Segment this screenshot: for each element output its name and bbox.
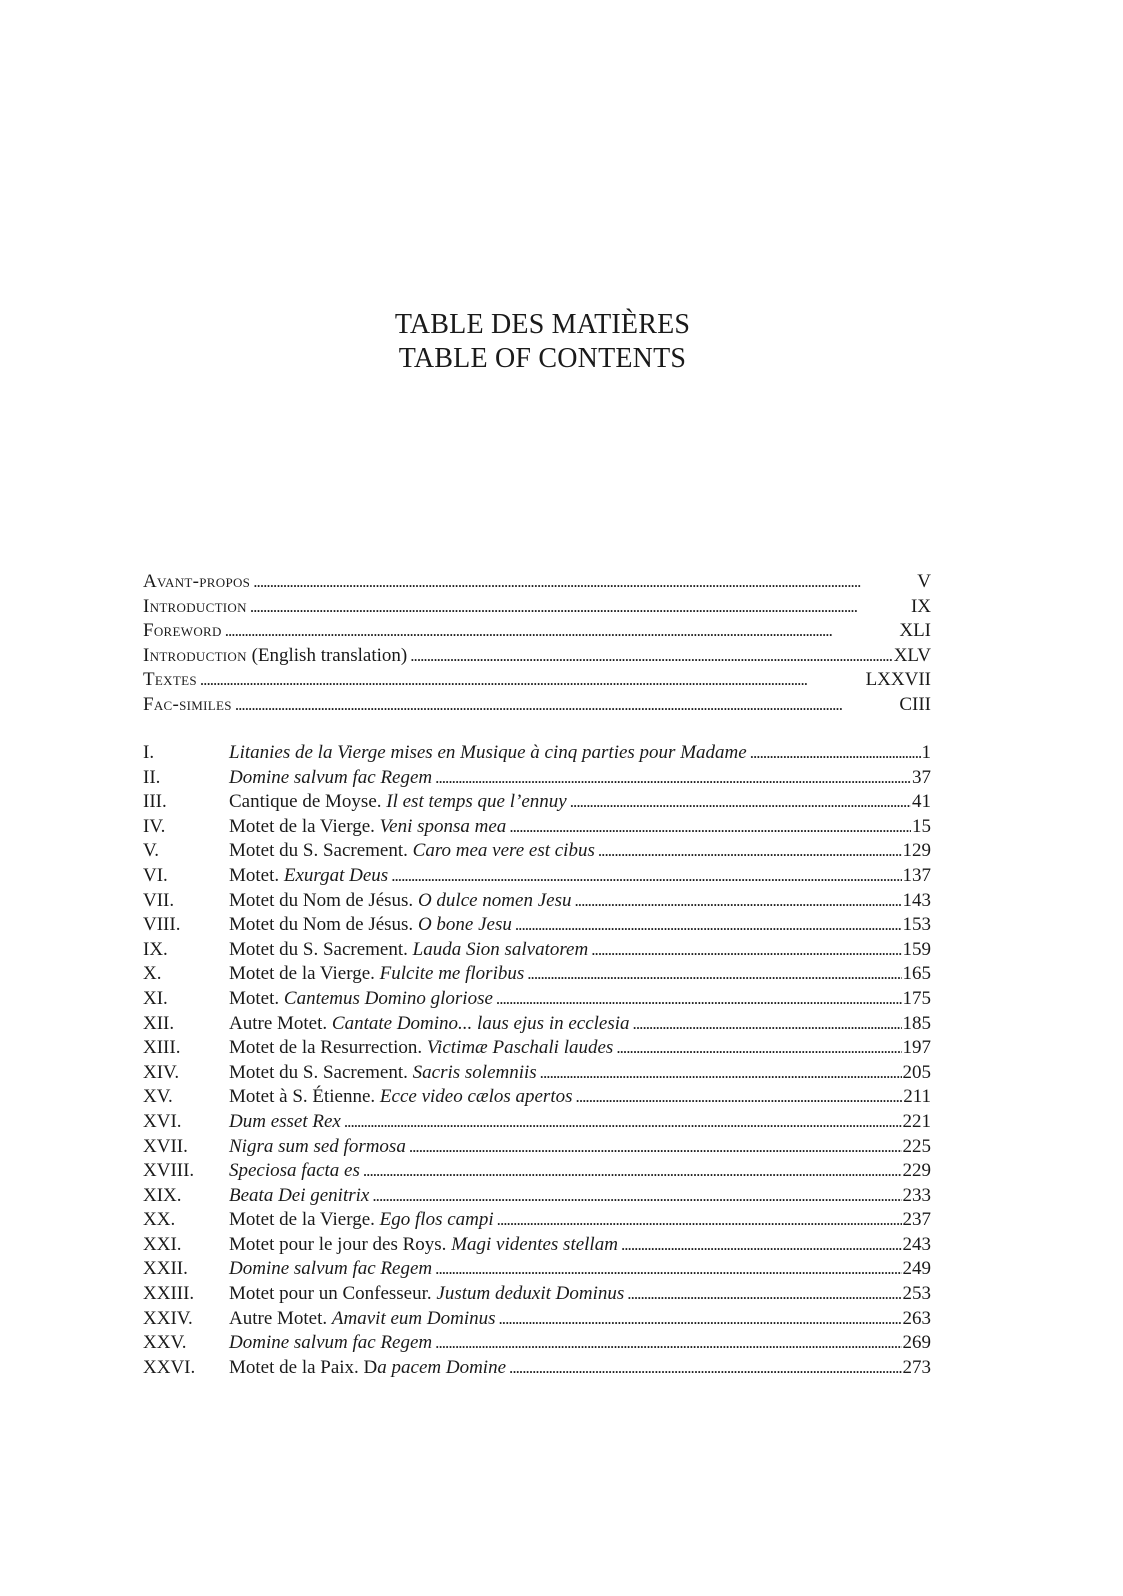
toc-entry-label (229, 1061, 539, 1086)
dot-leader (391, 864, 901, 889)
toc-roman-numeral: VIII. (143, 914, 181, 936)
toc-entry-label (143, 595, 249, 620)
toc-entry-incipit: Nigra sum sed formosa (229, 1135, 406, 1157)
toc-page-number: 197 (902, 1037, 931, 1059)
toc-entry-incipit: Ecce video cælos apertos (379, 1086, 573, 1108)
toc-front-entry (143, 693, 931, 718)
toc-entry-title: Textes (143, 669, 197, 691)
toc-page-number: XLI (899, 620, 931, 642)
dot-leader (515, 913, 902, 938)
toc-entry-label (229, 938, 590, 963)
toc-entry-incipit: Amavit eum Dominus (331, 1307, 496, 1329)
toc-front-entry (143, 668, 931, 693)
toc-roman-numeral: XXII. (143, 1258, 188, 1280)
dot-leader (253, 570, 916, 595)
toc-entry-label (229, 1208, 496, 1233)
page-title (0, 308, 1085, 376)
toc-roman-numeral: II. (143, 766, 161, 788)
toc-page-number: 249 (902, 1258, 931, 1280)
toc-work-entry (143, 889, 931, 914)
dot-leader (499, 1307, 902, 1332)
dot-leader (616, 1036, 901, 1061)
toc-entry-label (143, 570, 252, 595)
toc-page-number: 229 (902, 1160, 931, 1182)
toc-work-entry (143, 815, 931, 840)
toc-page-number: 159 (902, 938, 931, 960)
toc-entry-text: Motet. (229, 864, 284, 886)
toc-entry-label (143, 668, 199, 693)
toc-entry-text: Motet de la Vierge. (229, 963, 380, 985)
toc-entry-text: Motet pour un Confesseur. (229, 1283, 437, 1305)
toc-entry-text: Motet. (229, 987, 284, 1009)
toc-work-entry (143, 766, 931, 791)
toc-entry-title: Introduction (143, 595, 247, 617)
toc-roman-numeral: I. (143, 742, 155, 763)
dot-leader (497, 1208, 902, 1233)
toc-work-entry (143, 1282, 931, 1307)
toc-entry-incipit: a pacem Domine (377, 1356, 507, 1378)
toc-entry-incipit: Beata Dei genitrix (229, 1184, 370, 1206)
toc-page-number: 243 (902, 1233, 931, 1255)
toc-entry-text: Cantique de Moyse. (229, 791, 387, 813)
dot-leader (591, 938, 901, 963)
toc-roman-numeral: X. (143, 963, 162, 985)
toc-page-number: 185 (902, 1012, 931, 1034)
toc-entry-title: Fac-similes (143, 693, 232, 715)
toc-page-number: 253 (902, 1283, 931, 1305)
toc-entry-label (229, 1184, 371, 1209)
toc-entry-label (229, 1036, 615, 1061)
toc-page-number: 165 (902, 963, 931, 985)
toc-entry-label (229, 962, 526, 987)
toc-entry-text: Motet du S. Sacrement. (229, 938, 413, 960)
toc-work-entry (143, 913, 931, 938)
toc-roman-numeral: XII. (143, 1012, 175, 1034)
toc-work-entry (143, 1233, 931, 1258)
toc-entry-text: Motet de la Resurrection. (229, 1037, 427, 1059)
toc-roman-numeral: VII. (143, 889, 175, 911)
toc-entry-incipit: Domine salvum fac Regem (229, 1332, 433, 1354)
toc-entry-incipit: Domine salvum fac Regem (229, 1258, 433, 1280)
toc-roman-numeral: XXVI. (143, 1356, 196, 1378)
toc-page-number: IX (910, 595, 931, 617)
toc-page-number: 211 (903, 1086, 931, 1108)
toc-page-number: 263 (902, 1307, 931, 1329)
toc-entry-text: Motet du S. Sacrement. (229, 840, 413, 862)
dot-leader (250, 595, 910, 620)
toc-roman-numeral: XVIII. (143, 1160, 195, 1182)
toc-page-number: 1 (921, 742, 931, 763)
toc-entry-text: Motet du Nom de Jésus. (229, 889, 418, 911)
toc-roman-numeral: XI. (143, 987, 168, 1009)
dot-leader (200, 668, 865, 693)
toc-entry-incipit: Magi videntes stellam (451, 1233, 618, 1255)
toc-entry-incipit: Fulcite me floribus (379, 963, 525, 985)
toc-entry-label (229, 1356, 508, 1381)
toc-entry-text: Motet du S. Sacrement. (229, 1061, 413, 1083)
dot-leader (627, 1282, 901, 1307)
dot-leader (435, 766, 911, 791)
toc-page-number: 225 (902, 1135, 931, 1157)
toc-work-entry (143, 1085, 931, 1110)
toc-roman-numeral: XX. (143, 1209, 176, 1231)
toc-entry-label (229, 913, 514, 938)
dot-leader (598, 839, 902, 864)
toc-page-number: V (917, 571, 931, 592)
toc-entry-label (229, 1085, 575, 1110)
dot-leader (570, 790, 911, 815)
toc-entry-label (229, 1331, 434, 1356)
toc-entry-label (229, 1307, 498, 1332)
toc-entry-title: Introduction (143, 644, 247, 666)
toc-entry-text: Motet de la Vierge. (229, 1209, 380, 1231)
toc-work-entry (143, 864, 931, 889)
toc-roman-numeral: XV. (143, 1086, 173, 1108)
toc-work-entry (143, 962, 931, 987)
dot-leader (435, 1257, 901, 1282)
toc-roman-numeral: XIV. (143, 1061, 180, 1083)
toc-entry-label (229, 987, 495, 1012)
toc-entry-label (229, 889, 573, 914)
toc-entry-incipit: O bone Jesu (417, 914, 512, 936)
dot-leader (574, 889, 901, 914)
toc-page-number: LXXVII (865, 669, 931, 691)
toc-roman-numeral: IX. (143, 938, 168, 960)
toc-entry-text: Motet du Nom de Jésus. (229, 914, 418, 936)
toc-work-entry (143, 1036, 931, 1061)
toc-front-entry (143, 644, 931, 669)
toc-front-entry (143, 595, 931, 620)
dot-leader (409, 1135, 902, 1160)
toc-entry-label (143, 619, 224, 644)
dot-leader (372, 1184, 901, 1209)
toc-entry-incipit: Exurgat Deus (283, 864, 389, 886)
toc-page-number: 153 (902, 914, 931, 936)
toc-entry-text: Motet de la Paix. D (229, 1356, 378, 1378)
toc-page-number: XLV (893, 644, 931, 666)
toc-entry-label (229, 1233, 620, 1258)
toc-work-entry (143, 1159, 931, 1184)
toc-work-entry (143, 1257, 931, 1282)
toc-front-entry (143, 619, 931, 644)
toc-entry-text: Motet de la Vierge. (229, 815, 380, 837)
title-french: TABLE DES MATIÈRES (394, 309, 691, 340)
toc-work-entry (143, 1110, 931, 1135)
toc-roman-numeral: V. (143, 840, 160, 862)
toc-work-entry (143, 1356, 931, 1381)
dot-leader (540, 1061, 902, 1086)
toc-roman-numeral: XVI. (143, 1110, 182, 1132)
dot-leader (363, 1159, 902, 1184)
toc-entry-label (229, 790, 569, 815)
toc-entry-label (229, 1012, 632, 1037)
toc-roman-numeral: IV. (143, 815, 166, 837)
dot-leader (633, 1012, 902, 1037)
toc-front-entry (143, 570, 931, 595)
dot-leader (509, 815, 911, 840)
toc-page-number: 221 (902, 1110, 931, 1132)
dot-leader (527, 962, 901, 987)
dot-leader (235, 693, 899, 718)
toc-roman-numeral: XIX. (143, 1184, 182, 1206)
toc-entry-incipit: Sacris solemniis (412, 1061, 537, 1083)
toc-entry-suffix: (English translation) (246, 644, 408, 666)
toc-entry-label (229, 1257, 434, 1282)
toc-work-entry (143, 1208, 931, 1233)
toc-entry-label (229, 1135, 408, 1160)
toc-entry-label (143, 644, 409, 669)
toc-page-number: 175 (902, 987, 931, 1009)
toc-entry-label (229, 815, 508, 840)
toc-work-entry (143, 741, 931, 766)
toc-entry-text: Motet pour le jour des Roys. (229, 1233, 452, 1255)
dot-leader (621, 1233, 902, 1258)
toc-entry-incipit: Speciosa facta es (229, 1160, 360, 1182)
toc-work-entry (143, 987, 931, 1012)
toc-work-entry (143, 1307, 931, 1332)
toc-page-number: 41 (912, 791, 931, 813)
toc-entry-title: Foreword (143, 620, 222, 642)
front-matter-list (143, 570, 931, 718)
toc-entry-incipit: Ego flos campi (379, 1209, 494, 1231)
dot-leader (225, 619, 899, 644)
toc-entry-label (229, 1110, 343, 1135)
toc-page-number: CIII (899, 693, 931, 715)
toc-entry-label (229, 766, 434, 791)
dot-leader (576, 1085, 903, 1110)
toc-page-number: 205 (902, 1061, 931, 1083)
toc-entry-title: Avant-propos (143, 571, 251, 592)
toc-page-number: 15 (912, 815, 931, 837)
works-list (143, 741, 931, 1380)
dot-leader (410, 644, 892, 669)
toc-work-entry (143, 839, 931, 864)
toc-page-number: 129 (902, 840, 931, 862)
toc-entry-incipit: Cantate Domino... laus ejus in ecclesia (331, 1012, 630, 1034)
toc-work-entry (143, 1184, 931, 1209)
toc-roman-numeral: XVII. (143, 1135, 188, 1157)
toc-roman-numeral: XIII. (143, 1037, 181, 1059)
toc-entry-incipit: Dum esset Rex (229, 1110, 341, 1132)
toc-roman-numeral: XXIII. (143, 1283, 195, 1305)
toc-entry-incipit: O dulce nomen Jesu (417, 889, 572, 911)
toc-entry-text: Autre Motet. (229, 1012, 332, 1034)
toc-page-number: 37 (912, 766, 931, 788)
toc-entry-text: Motet à S. Étienne. (229, 1086, 380, 1108)
toc-work-entry (143, 938, 931, 963)
dot-leader (750, 741, 921, 766)
toc-entry-incipit: Il est temps que l’ennuy (386, 791, 567, 813)
toc-work-entry (143, 1012, 931, 1037)
toc-page-number: 143 (902, 889, 931, 911)
toc-entry-incipit: Veni sponsa mea (379, 815, 507, 837)
toc-page-number: 269 (902, 1332, 931, 1354)
toc-roman-numeral: XXIV. (143, 1307, 193, 1329)
toc-entry-incipit: Justum deduxit Dominus (436, 1283, 625, 1305)
toc-work-entry (143, 1135, 931, 1160)
toc-entry-label (143, 693, 234, 718)
dot-leader (344, 1110, 902, 1135)
toc-entry-label (229, 1159, 362, 1184)
toc-work-entry (143, 1061, 931, 1086)
toc-entry-label (229, 741, 749, 766)
toc-entry-incipit: Cantemus Domino gloriose (283, 987, 493, 1009)
toc-entry-incipit: Caro mea vere est cibus (412, 840, 595, 862)
toc-roman-numeral: XXI. (143, 1233, 182, 1255)
dot-leader (509, 1356, 901, 1381)
toc-entry-label (229, 1282, 626, 1307)
toc-entry-incipit: Litanies de la Vierge mises en Musique à cinq parties pour Madame (229, 742, 747, 763)
toc-work-entry (143, 1331, 931, 1356)
toc-page-number: 237 (902, 1209, 931, 1231)
toc-entry-incipit: Victimæ Paschali laudes (426, 1037, 614, 1059)
toc-roman-numeral: III. (143, 791, 167, 813)
title-english: TABLE OF CONTENTS (398, 343, 687, 374)
toc-entry-incipit: Domine salvum fac Regem (229, 766, 433, 788)
toc-page-number: 273 (902, 1356, 931, 1378)
toc-entry-text: Autre Motet. (229, 1307, 332, 1329)
toc-roman-numeral: XXV. (143, 1332, 187, 1354)
toc-entry-label (229, 864, 390, 889)
toc-roman-numeral: VI. (143, 864, 168, 886)
toc-page-number: 137 (902, 864, 931, 886)
toc-entry-label (229, 839, 597, 864)
toc-page-number: 233 (902, 1184, 931, 1206)
toc-work-entry (143, 790, 931, 815)
dot-leader (435, 1331, 901, 1356)
dot-leader (496, 987, 902, 1012)
toc-entry-incipit: Lauda Sion salvatorem (412, 938, 589, 960)
